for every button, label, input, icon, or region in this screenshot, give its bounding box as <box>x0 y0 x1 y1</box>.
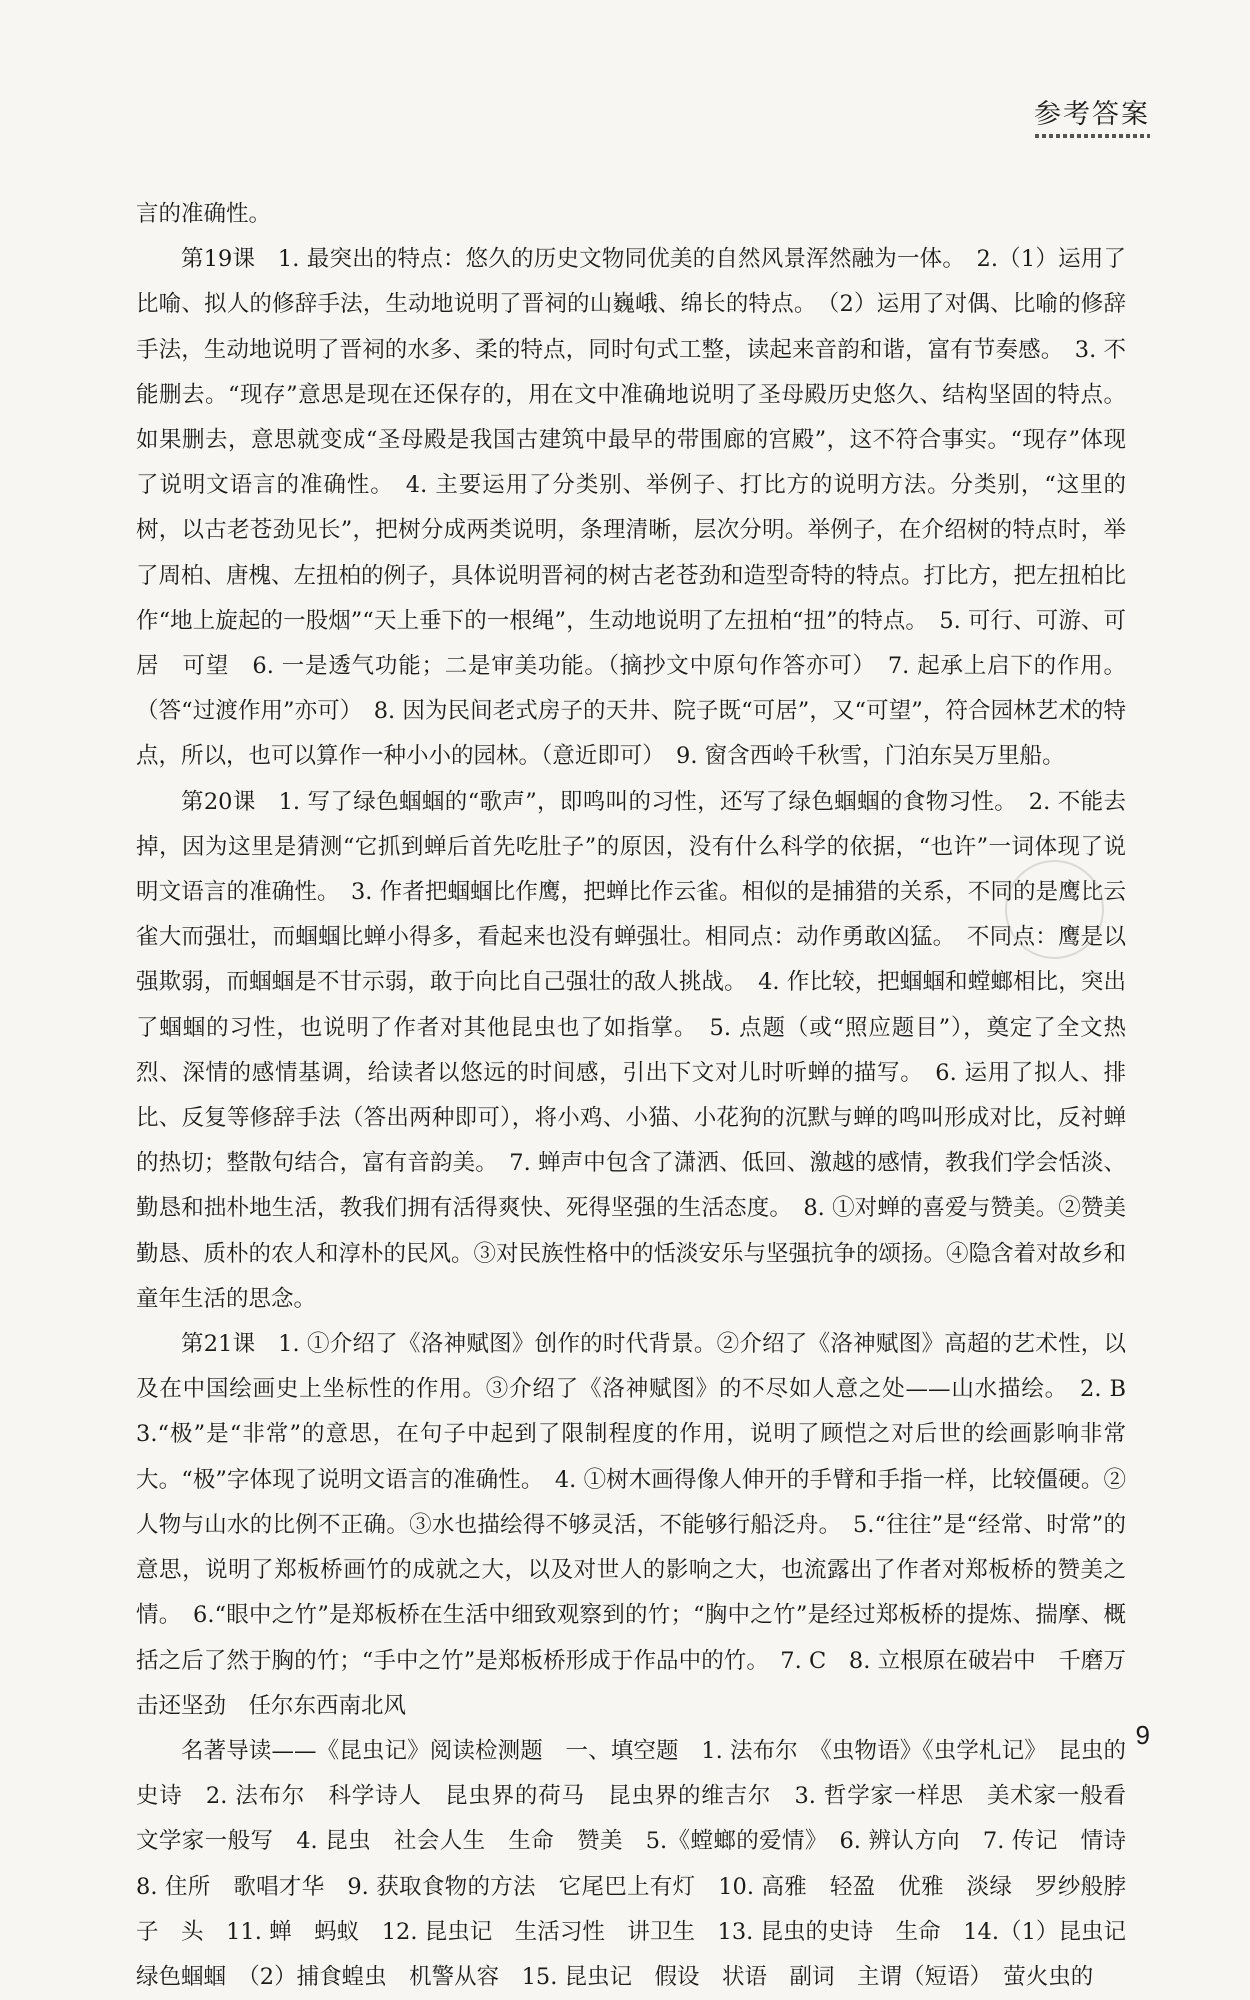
header-underline <box>1035 134 1150 138</box>
answer-text-body <box>136 192 1149 2000</box>
paragraph-continuation: 言的准确性。 <box>136 201 272 227</box>
paragraph-book-guide: 名著导读——《昆虫记》阅读检测题 一、填空题 1. 法布尔 《虫物语》《虫学札记》 昆虫的史诗 2. 法布尔 科学诗人 昆虫界的荷马 昆虫界的维吉尔 3. 哲学家一样思 美术家一般看 文学家一般写 4. 昆虫 社会人生 生命 赞美 5.《螳螂的爱情》 6. 辨认方向 7. 传记 情诗 8. 住所 歌唱才华 9. 获取食物的方法 它尾巴上有灯 10. 高雅 轻盈 优雅 淡绿 罗纱般脖子 头 11. 蝉 蚂蚁 12. 昆虫记 生活习性 讲卫生 13. 昆虫的史诗 生命 14.（1）昆虫记 绿色蝈蝈 （2）捕食蝗虫 机警从容 15. 昆虫记 假设 状语 副词 主谓（短语） 萤火虫的 <box>136 1737 1149 1990</box>
page-number: 9 <box>1135 1720 1150 1750</box>
paragraph-lesson-19: 第19课 1. 最突出的特点：悠久的历史文物同优美的自然风景浑然融为一体。 2.（1）运用了比喻、拟人的修辞手法，生动地说明了晋祠的山巍峨、绵长的特点。 （2）运用了对偶、比喻的修辞手法，生动地说明了晋祠的水多、柔的特点，同时句式工整，读起来音韵和谐，富有节奏感。 3. 不能删去。“现存”意思是现在还保存的，用在文中准确地说明了圣母殿历史悠久、结构坚固的特点。如果删去，意思就变成“圣母殿是我国古建筑中最早的带围廊的宫殿”，这不符合事实。“现存”体现了说明文语言的准确性。 4. 主要运用了分类别、举例子、打比方的说明方法。分类别，“这里的树，以古老苍劲见长”，把树分成两类说明，条理清晰，层次分明。举例子，在介绍树的特点时，举了周柏、唐槐、左扭柏的例子，具体说明晋祠的树古老苍劲和造型奇特的特点。打比方，把左扭柏比作“地上旋起的一股烟”“天上垂下的一根绳”，生动地说明了左扭柏“扭”的特点。 5. 可行、可游、可居 可望 6. 一是透气功能；二是审美功能。（摘抄文中原句作答亦可） 7. 起承上启下的作用。（答“过渡作用”亦可） 8. 因为民间老式房子的天井、院子既“可居”，又“可望”，符合园林艺术的特点，所以，也可以算作一种小小的园林。（意近即可） 9. 窗含西岭千秋雪，门泊东吴万里船。 <box>136 246 1127 770</box>
header-title: 参考答案 <box>1034 99 1150 130</box>
paragraph-lesson-20: 第20课 1. 写了绿色蝈蝈的“歌声”，即鸣叫的习性，还写了绿色蝈蝈的食物习性。 2. 不能去掉，因为这里是猜测“它抓到蝉后首先吃肚子”的原因，没有什么科学的依据，“也许”一词体现了说明文语言的准确性。 3. 作者把蝈蝈比作鹰，把蝉比作云雀。相似的是捕猎的关系，不同的是鹰比云雀大而强壮，而蝈蝈比蝉小得多，看起来也没有蝉强壮。相同点：动作勇敢凶猛。 不同点：鹰是以强欺弱，而蝈蝈是不甘示弱，敢于向比自己强壮的敌人挑战。 4. 作比较，把蝈蝈和螳螂相比，突出了蝈蝈的习性，也说明了作者对其他昆虫也了如指掌。 5. 点题（或“照应题目”），奠定了全文热烈、深情的感情基调，给读者以悠远的时间感，引出下文对儿时听蝉的描写。 6. 运用了拟人、排比、反复等修辞手法（答出两种即可），将小鸡、小猫、小花狗的沉默与蝉的鸣叫形成对比，反衬蝉的热切；整散句结合，富有音韵美。 7. 蝉声中包含了潇洒、低回、激越的感情，教我们学会恬淡、勤恳和拙朴地生活，教我们拥有活得爽快、死得坚强的生活态度。 8. ①对蝉的喜爱与赞美。②赞美勤恳、质朴的农人和淳朴的民风。③对民族性格中的恬淡安乐与坚强抗争的颂扬。④隐含着对故乡和童年生活的思念。 <box>136 788 1127 1312</box>
watermark-stamp <box>1005 860 1104 959</box>
paragraph-lesson-21: 第21课 1. ①介绍了《洛神赋图》创作的时代背景。②介绍了《洛神赋图》高超的艺术性，以及在中国绘画史上坐标性的作用。③介绍了《洛神赋图》的不尽如人意之处——山水描绘。 2. B 3.“极”是“非常”的意思，在句子中起到了限制程度的作用，说明了顾恺之对后世的绘画影响非常大。“极”字体现了说明文语言的准确性。 4. ①树木画得像人伸开的手臂和手指一样，比较僵硬。②人物与山水的比例不正确。③水也描绘得不够灵活，不能够行船泛舟。 5.“往往”是“经常、时常”的意思，说明了郑板桥画竹的成就之大，以及对世人的影响之大，也流露出了作者对郑板桥的赞美之情。 6.“眼中之竹”是郑板桥在生活中细致观察到的竹；“胸中之竹”是经过郑板桥的提炼、揣摩、概括之后了然于胸的竹；“手中之竹”是郑板桥形成于作品中的竹。 7. C 8. 立根原在破岩中 千磨万击还坚劲 任尔东西南北风 <box>136 1331 1149 1719</box>
